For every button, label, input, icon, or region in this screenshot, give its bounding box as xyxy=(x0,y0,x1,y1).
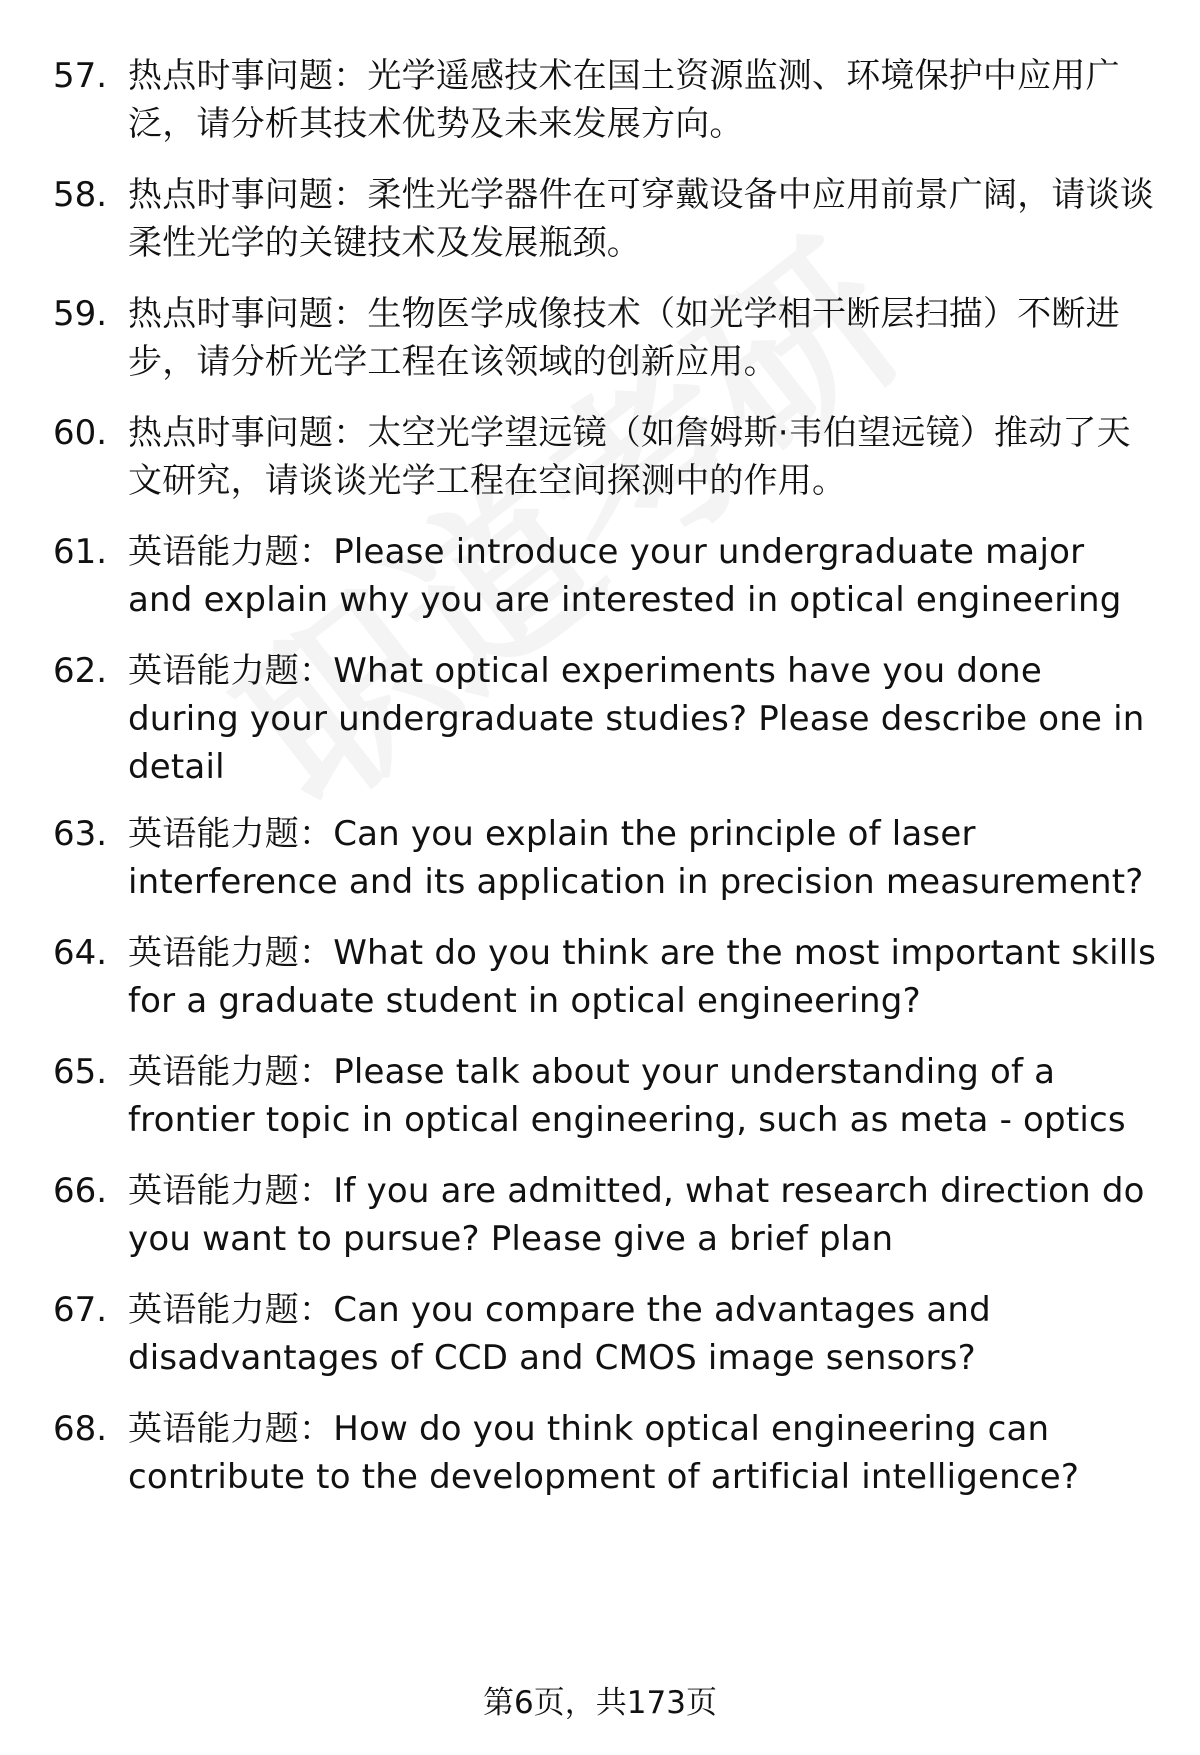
question-number: 68. xyxy=(53,1409,108,1449)
question-number: 65. xyxy=(53,1052,108,1092)
question-number: 67. xyxy=(53,1290,108,1330)
page-footer: 第6页，共173页 xyxy=(483,1685,717,1721)
question-text: 热点时事问题：太空光学望远镜（如詹姆斯·韦伯望远镜）推动了天文研究，请谈谈光学工程在空间探测中的作用。 xyxy=(128,413,1131,501)
question-text: 英语能力题：Can you explain the principle of laser interference and its application in precision measurement? xyxy=(128,814,1144,902)
question-text: 英语能力题：How do you think optical engineering can contribute to the development of artificial intelligence? xyxy=(128,1409,1080,1497)
question-number: 64. xyxy=(53,933,108,973)
question-text: 英语能力题：Please introduce your undergraduate major and explain why you are interested in optical engineering xyxy=(128,532,1122,620)
question-number: 58. xyxy=(53,175,108,215)
question-text: 热点时事问题：生物医学成像技术（如光学相干断层扫描）不断进步，请分析光学工程在该领域的创新应用。 xyxy=(128,294,1120,382)
question-text: 热点时事问题：柔性光学器件在可穿戴设备中应用前景广阔，请谈谈柔性光学的关键技术及发展瓶颈。 xyxy=(128,175,1154,263)
question-number: 63. xyxy=(53,814,108,854)
question-number: 66. xyxy=(53,1171,108,1211)
question-text: 英语能力题：What do you think are the most important skills for a graduate student in optical engineering? xyxy=(128,933,1156,1021)
question-text: 英语能力题：What optical experiments have you done during your undergraduate studies? Please describe one in detail xyxy=(128,651,1145,787)
question-text: 英语能力题：Please talk about your understanding of a frontier topic in optical engineering, such as meta - optics xyxy=(128,1052,1126,1140)
question-number: 60. xyxy=(53,413,108,453)
question-number: 57. xyxy=(53,56,108,96)
question-text: 英语能力题：If you are admitted, what research direction do you want to pursue? Please give a brief plan xyxy=(128,1171,1145,1259)
question-number: 62. xyxy=(53,651,108,691)
question-text: 英语能力题：Can you compare the advantages and disadvantages of CCD and CMOS image sensors? xyxy=(128,1290,991,1378)
question-number: 61. xyxy=(53,532,108,572)
question-number: 59. xyxy=(53,294,108,334)
question-text: 热点时事问题：光学遥感技术在国土资源监测、环境保护中应用广泛，请分析其技术优势及未来发展方向。 xyxy=(128,56,1120,144)
